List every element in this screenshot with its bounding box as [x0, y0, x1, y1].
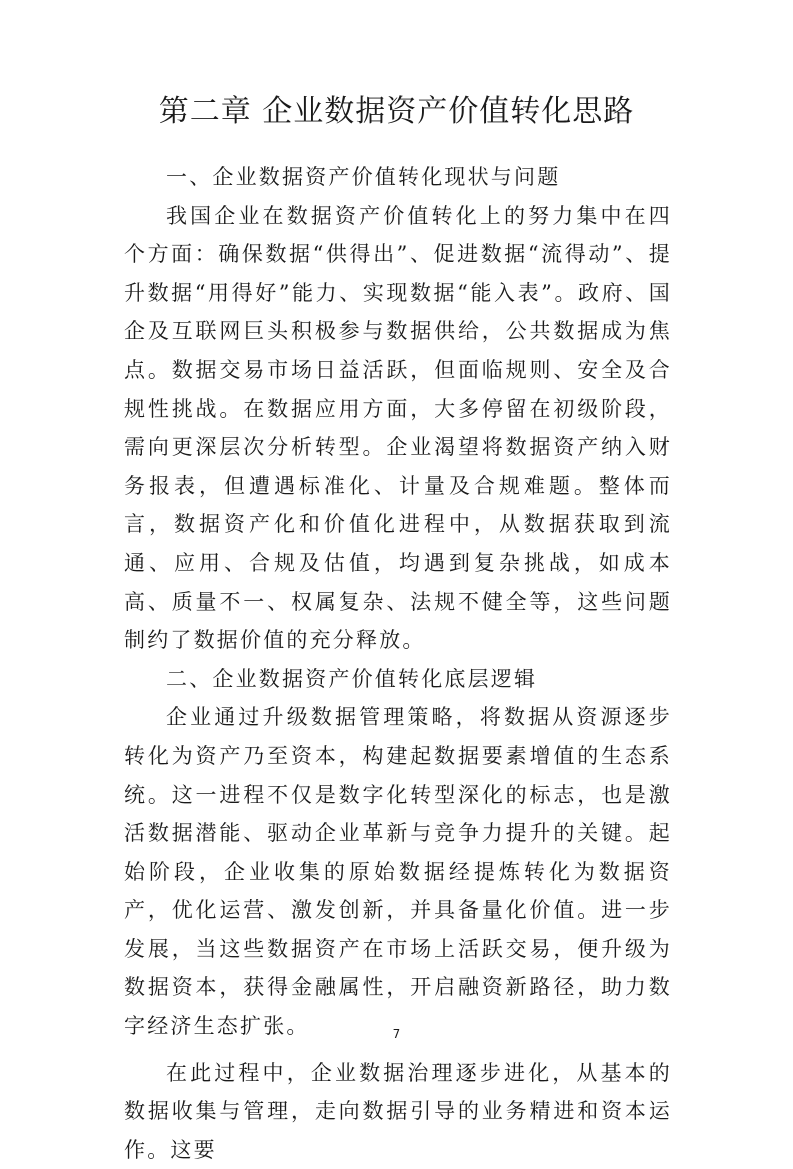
- document-body: [124, 158, 672, 1169]
- page-number: 7: [392, 1027, 401, 1041]
- chapter-title: 第二章 企业数据资产价值转化思路: [158, 94, 635, 129]
- section-heading-2: 二、企业数据资产价值转化底层逻辑: [166, 666, 538, 691]
- paragraph: 我国企业在数据资产价值转化上的努力集中在四个方面：确保数据“供得出”、促进数据“流得动”、提升数据“用得好”能力、实现数据“能入表”。政府、国企及互联网巨头积极参与数据供给，公共数据成为焦点。数据交易市场日益活跃，但面临规则、安全及合规性挑战。在数据应用方面，大多停留在初级阶段，需向更深层次分析转型。企业渴望将数据资产纳入财务报表，但遭遇标准化、计量及合规难题。整体而言，数据资产化和价值化进程中，从数据获取到流通、应用、合规及估值，均遇到复杂挑战，如成本高、质量不一、权属复杂、法规不健全等，这些问题制约了数据价值的充分释放。: [124, 203, 672, 653]
- section-heading-1: 一、企业数据资产价值转化现状与问题: [166, 165, 561, 189]
- paragraph: 在此过程中，企业数据治理逐步进化，从基本的数据收集与管理，走向数据引导的业务精进和资本运作。这要: [124, 1060, 672, 1162]
- paragraph: 企业通过升级数据管理策略，将数据从资源逐步转化为资产乃至资本，构建起数据要素增值的生态系统。这一进程不仅是数字化转型深化的标志，也是激活数据潜能、驱动企业革新与竞争力提升的关键。起始阶段，企业收集的原始数据经提炼转化为数据资产，优化运营、激发创新，并具备量化价值。进一步发展，当这些数据资产在市场上活跃交易，便升级为数据资本，获得金融属性，开启融资新路径，助力数字经济生态扩张。: [124, 705, 672, 1039]
